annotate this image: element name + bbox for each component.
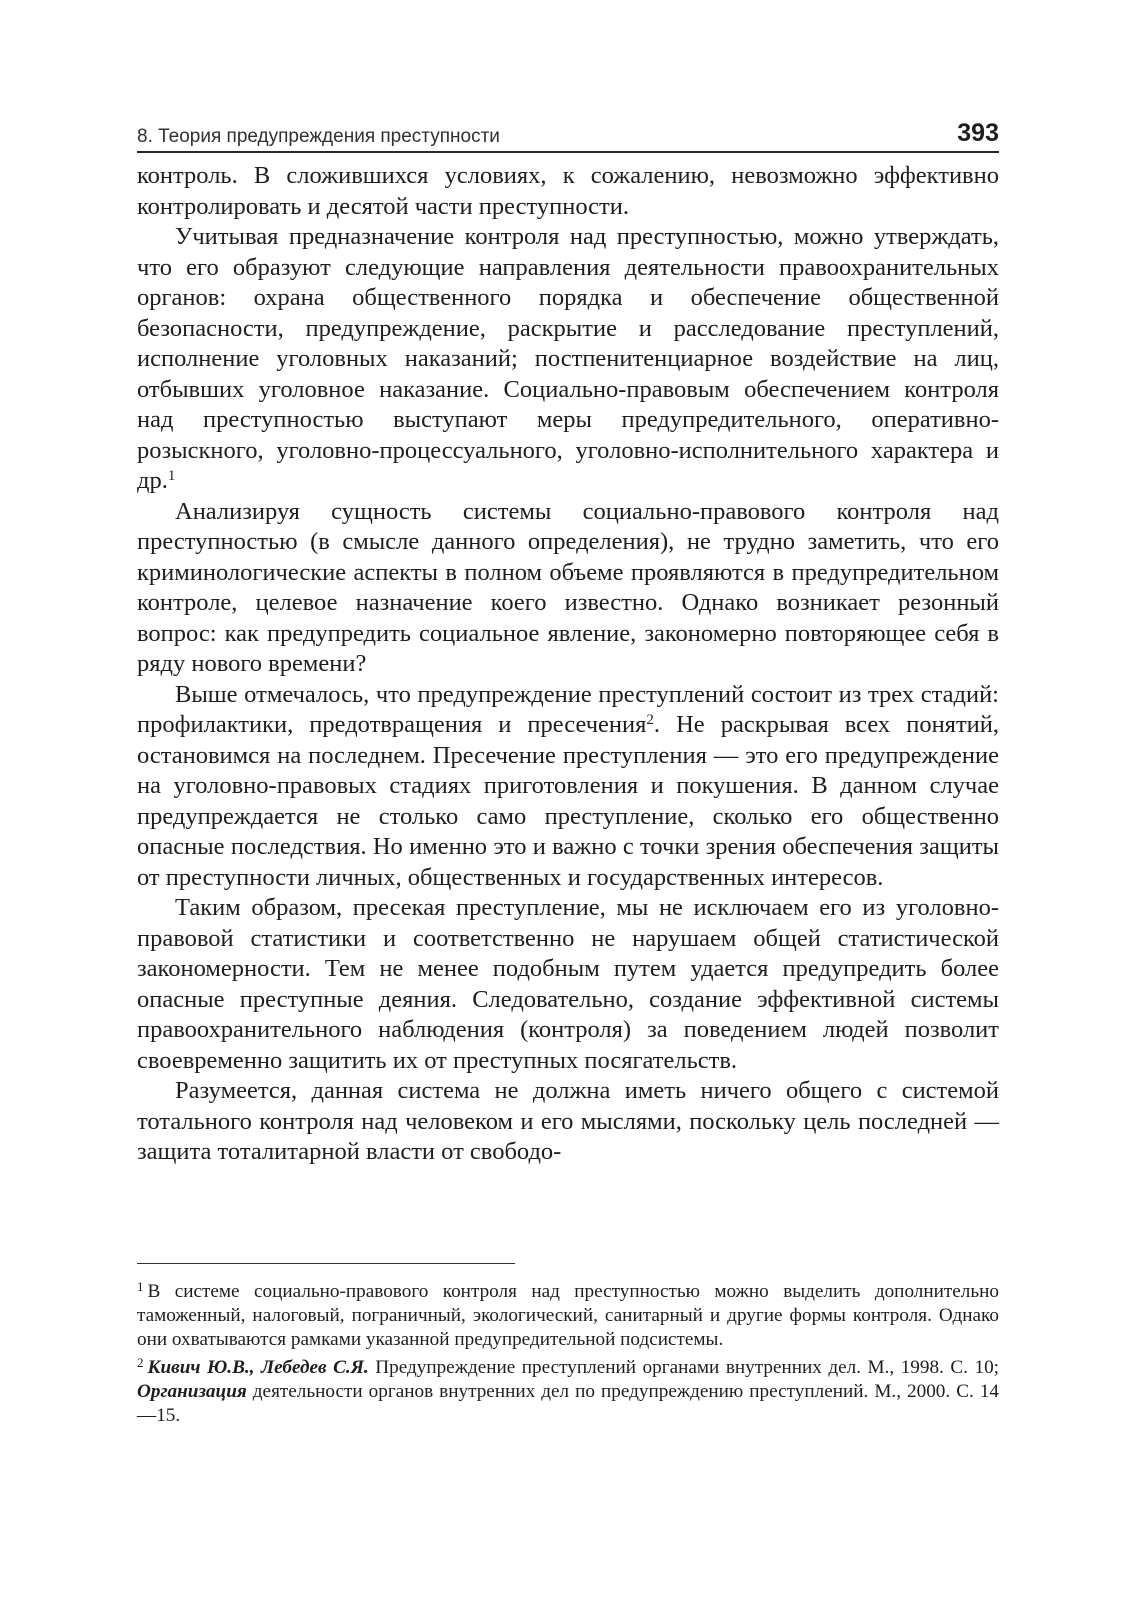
page bbox=[137, 112, 999, 1168]
running-title: 8. Теория предупреждения преступности bbox=[137, 126, 500, 147]
footnotes bbox=[137, 1280, 999, 1428]
paragraph-5: Таким образом, пресекая преступление, мы не исключаем его из уголовно-правовой статистики и соответственно не нарушаем общей статистической закономерности. Тем не менее подобным путем удается предупредить более опасные преступные деяния. Следовательно, создание эффективной системы правоохранительного наблюдения (контроля) за поведением людей позволит своевременно защитить их от преступных посягательств. bbox=[137, 894, 999, 1074]
body-text bbox=[137, 161, 999, 1168]
footnote-italic-title: Организация bbox=[137, 1381, 247, 1402]
footnote-authors: Кивич Ю.В., Лебедев С.Я. bbox=[147, 1357, 369, 1378]
paragraph-1: контроль. В сложившихся условиях, к сожалению, невозможно эффективно контролировать и десятой части преступности. bbox=[137, 162, 999, 220]
paragraph-6: Разумеется, данная система не должна иметь ничего общего с системой тотального контроля над человеком и его мыслями, поскольку цель последней — защита тоталитарной власти от свободо- bbox=[137, 1077, 999, 1165]
footnote-2: $^2$ Кивич Ю.В., Лебедев С.Я. Предупреждение преступлений органами внутренних дел. М., 1998. С. 10; Организация деятельности органов внутренних дел по предупреждению преступлений. М., 2000. С. 14—15. bbox=[137, 1355, 1000, 1426]
page-number: 393 bbox=[957, 119, 999, 147]
paragraph-3: Анализируя сущность системы социально-правового контроля над преступностью (в смысле данного определения), не трудно заметить, что его криминологические аспекты в полном объеме проявляются в предупредительном контроле, целевое назначение коего известно. Однако возникает резонный вопрос: как предупредить социальное явление, закономерно повторяющее себя в ряду нового времени? bbox=[137, 497, 999, 677]
footnote-ref-2: 2 bbox=[646, 712, 654, 728]
footnote-separator bbox=[137, 1263, 515, 1264]
footnote-mark-1: 1 bbox=[137, 1279, 144, 1294]
paragraph-4: Выше отмечалось, что предупреждение преступлений состоит из трех стадий: профилактики, предотвращения и пресечения$^2$. Не раскрывая всех понятий, остановимся на последнем. Пресечение преступления — это его предупреждение на уголовно-правовых стадиях приготовления и покушения. В данном случае предупреждается не столько само преступление, сколько его общественно опасные последствия. Но именно это и важно с точки зрения обеспечения защиты от преступности личных, общественных и государственных интересов. bbox=[137, 680, 1000, 891]
footnote-1: $^1$ В системе социально-правового контроля над преступностью можно выделить дополнительно таможенный, налоговый, пограничный, экологический, санитарный и другие формы контроля. Однако они охватываются рамками указанной предупредительной подсистемы. bbox=[137, 1279, 999, 1350]
footnote-ref-1: 1 bbox=[167, 468, 176, 484]
running-header bbox=[137, 112, 999, 153]
paragraph-2: Учитывая предназначение контроля над преступностью, можно утверждать, что его образуют следующие направления деятельности правоохранительных органов: охрана общественного порядка и обеспечение общественной безопасности, предупреждение, раскрытие и расследование преступлений, исполнение уголовных наказаний; постпенитенциарное воздействие на лиц, отбывших уголовное наказание. Социально-правовым обеспечением контроля над преступностью выступают меры предупредительного, оперативно-розыскного, уголовно-процессуального, уголовно-исполнительного характера и др.$^1$ bbox=[137, 223, 999, 494]
footnote-mark-2: 2 bbox=[137, 1355, 144, 1370]
